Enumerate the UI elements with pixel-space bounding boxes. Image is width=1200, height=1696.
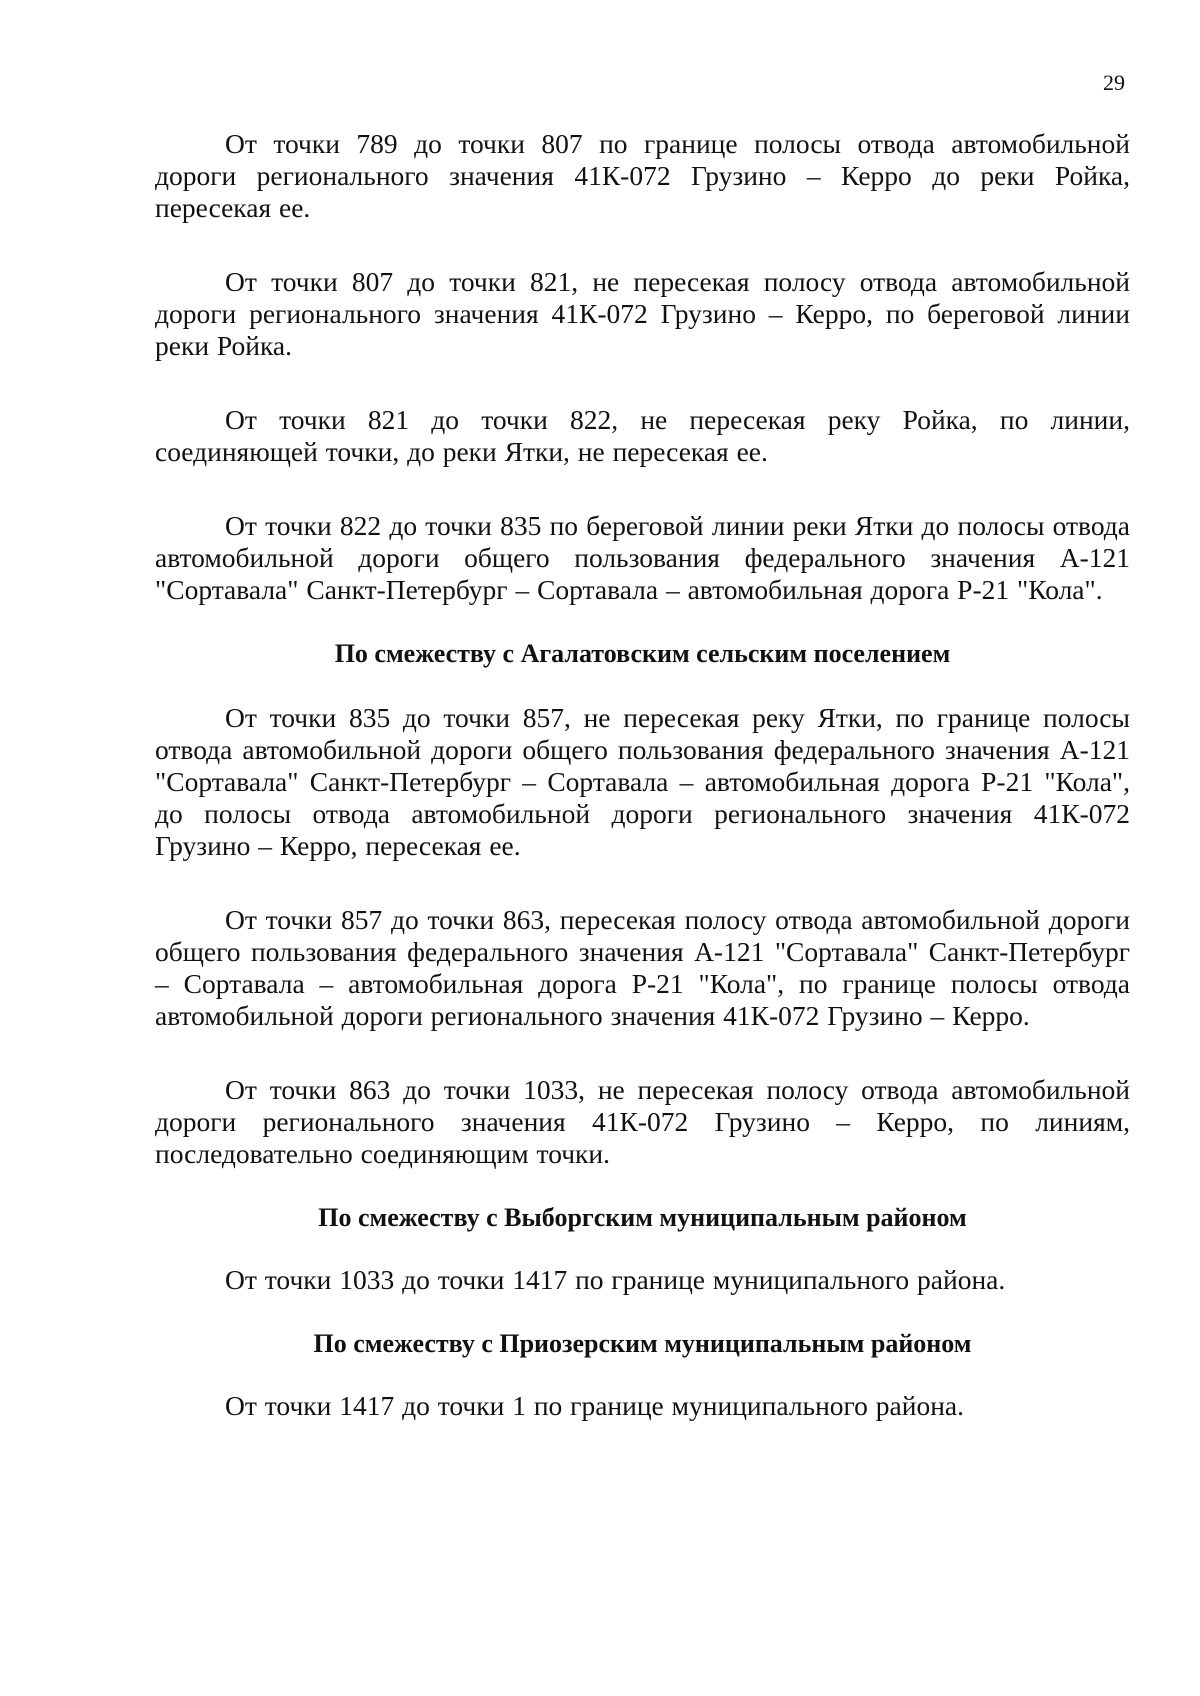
page-number: 29 xyxy=(1103,70,1125,95)
section-heading: По смежеству с Выборгским муниципальным районом xyxy=(318,1203,967,1232)
paragraph: От точки 857 до точки 863, пересекая полосу отвода автомобильной дороги общего пользования федерального значения А-121 "Сортавала" Санкт-Петербург – Сортавала – автомобильная дорога Р-21 "Кола", по границе полосы отвода автомобильной дороги регионального значения 41К-072 Грузино – Керро. xyxy=(155,904,1130,1031)
paragraph: От точки 1033 до точки 1417 по границе муниципального района. xyxy=(225,1264,1006,1295)
paragraph: От точки 807 до точки 821, не пересекая полосу отвода автомобильной дороги регионального значения 41К-072 Грузино – Керро, по береговой линии реки Ройка. xyxy=(155,266,1130,361)
paragraph: От точки 835 до точки 857, не пересекая реку Ятки, по границе полосы отвода автомобильной дороги общего пользования федерального значения А-121 "Сортавала" Санкт-Петербург – Сортавала – автомобильная дорога Р-21 "Кола", до полосы отвода автомобильной дороги регионального значения 41К-072 Грузино – Керро, пересекая ее. xyxy=(155,702,1130,861)
section-heading: По смежеству с Приозерским муниципальным районом xyxy=(313,1329,972,1358)
paragraph: От точки 789 до точки 807 по границе полосы отвода автомобильной дороги регионального значения 41К-072 Грузино – Керро до реки Ройка, пересекая ее. xyxy=(155,128,1130,223)
paragraph: От точки 863 до точки 1033, не пересекая полосу отвода автомобильной дороги регионального значения 41К-072 Грузино – Керро, по линиям, последовательно соединяющим точки. xyxy=(155,1074,1130,1169)
document-body xyxy=(155,128,1130,1422)
paragraph: От точки 1417 до точки 1 по границе муниципального района. xyxy=(225,1390,964,1421)
section-heading: По смежеству с Агалатовским сельским поселением xyxy=(334,639,951,668)
paragraph: От точки 821 до точки 822, не пересекая реку Ройка, по линии, соединяющей точки, до реки Ятки, не пересекая ее. xyxy=(155,404,1130,467)
paragraph: От точки 822 до точки 835 по береговой линии реки Ятки до полосы отвода автомобильной дороги общего пользования федерального значения А-121 "Сортавала" Санкт-Петербург – Сортавала – автомобильная дорога Р-21 "Кола". xyxy=(155,510,1130,605)
